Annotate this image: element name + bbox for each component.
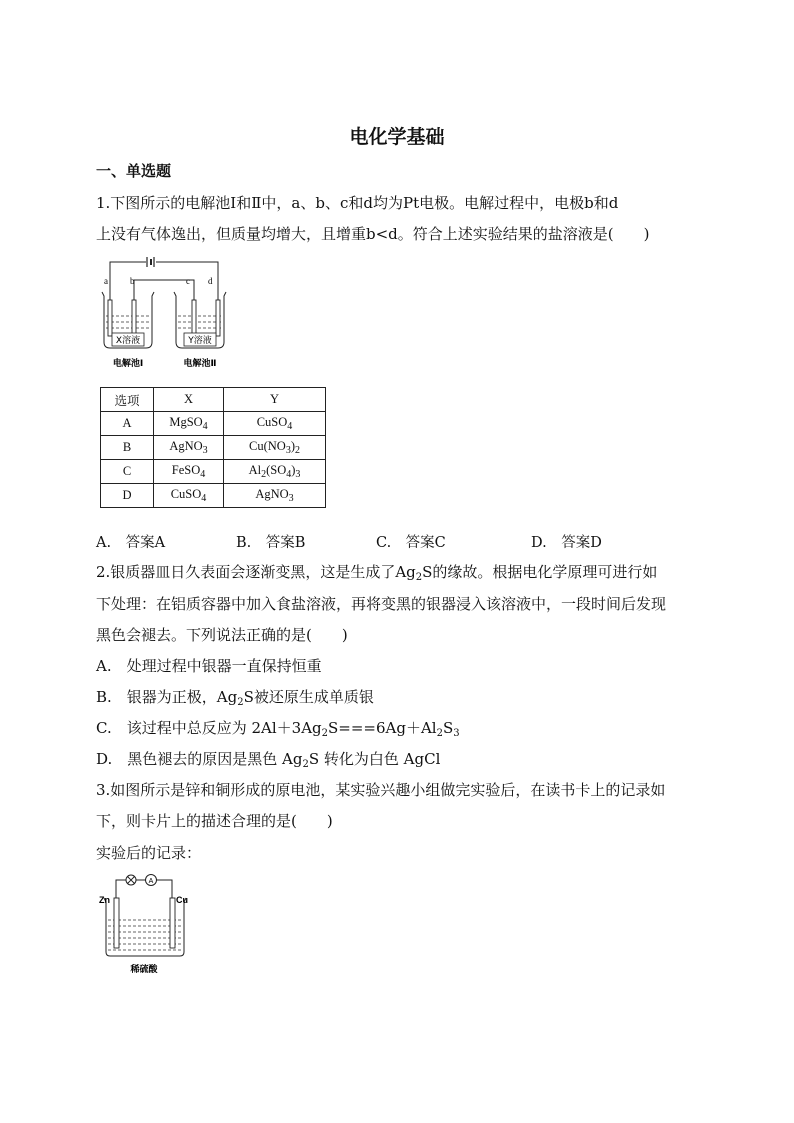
- table-cell: AgNO$_3$: [154, 436, 224, 460]
- q1-option-d[interactable]: D. 答案D: [531, 535, 602, 551]
- table-cell: FeSO$_4$: [154, 460, 224, 484]
- table-cell: MgSO$_4$: [154, 412, 224, 436]
- options-table: [100, 387, 326, 508]
- table-row: [101, 460, 326, 484]
- ammeter-label: A: [148, 878, 154, 885]
- table-cell: CuSO$_4$: [154, 484, 224, 508]
- electrode-label-c: c: [186, 276, 190, 286]
- table-header-row: [101, 388, 326, 412]
- table-header: 选项: [101, 388, 154, 412]
- q2-option-c[interactable]: C. 该过程中总反应为 $2Al+3Ag_2S===6Ag+Al_2S_3$: [96, 719, 460, 739]
- q3-line3: 实验后的记录：: [96, 844, 202, 862]
- electrolysis-cells-figure: [98, 254, 234, 374]
- section-heading: 一、单选题: [96, 162, 172, 180]
- q1-option-b[interactable]: B. 答案B: [236, 535, 306, 551]
- table-header: X: [154, 388, 224, 412]
- q3-line1: 3.如图所示是锌和铜形成的原电池，某实验兴趣小组做完实验后，在读书卡上的记录如: [96, 781, 666, 799]
- q1-option-a[interactable]: A. 答案A: [96, 535, 166, 551]
- q2-option-d[interactable]: D. 黑色褪去的原因是黑色 $Ag_2S$ 转化为白色 AgCl: [96, 750, 441, 770]
- table-cell: $Al_2(SO_4)_3$: [224, 460, 326, 484]
- table-row: [101, 484, 326, 508]
- q3-line2: 下，则卡片上的描述合理的是( ): [96, 812, 333, 830]
- electrode-label-a: a: [104, 276, 108, 286]
- galvanic-cell-figure: [96, 870, 196, 976]
- electrode-label-d: d: [208, 276, 213, 286]
- table-cell: C: [101, 460, 154, 484]
- q1-line2: 上没有气体逸出，但质量均增大，且增重b<d。符合上述实验结果的盐溶液是( ): [96, 225, 650, 243]
- q2-line3: 黑色会褪去。下列说法正确的是( ): [96, 626, 348, 644]
- table-header: Y: [224, 388, 326, 412]
- table-cell: AgNO$_3$: [224, 484, 326, 508]
- cell1-caption: 电解池Ⅰ: [112, 359, 144, 369]
- table-cell: A: [101, 412, 154, 436]
- table-row: [101, 412, 326, 436]
- table-row: [101, 436, 326, 460]
- q2-option-b[interactable]: B. 银器为正极，$Ag_2S$被还原生成单质银: [96, 688, 374, 708]
- q1-line1: 1.下图所示的电解池Ⅰ和Ⅱ中，a、b、c和d均为Pt电极。电解过程中，电极b和d: [96, 194, 619, 212]
- table-cell: $Cu(NO_3)_2$: [224, 436, 326, 460]
- electrode-label-b: b: [130, 276, 135, 286]
- page-title: 电化学基础: [349, 126, 445, 148]
- dilute-acid-caption: 稀硫酸: [130, 965, 158, 975]
- table-cell: B: [101, 436, 154, 460]
- q2-option-a[interactable]: A. 处理过程中银器一直保持恒重: [96, 657, 322, 675]
- cell2-caption: 电解池Ⅱ: [183, 359, 217, 369]
- beaker1-label: X溶液: [115, 336, 141, 346]
- q1-option-c[interactable]: C. 答案C: [376, 535, 446, 551]
- zn-label: Zn: [99, 895, 110, 905]
- cu-label: Cu: [176, 895, 188, 905]
- q2-line1: 2.银质器皿日久表面会逐渐变黑，这是生成了$Ag_2S$的缘故。根据电化学原理可进行如: [96, 563, 658, 583]
- table-cell: CuSO$_4$: [224, 412, 326, 436]
- beaker2-label: Y溶液: [188, 336, 212, 346]
- q2-line2: 下处理：在铝质容器中加入食盐溶液，再将变黑的银器浸入该溶液中，一段时间后发现: [96, 595, 667, 613]
- table-cell: D: [101, 484, 154, 508]
